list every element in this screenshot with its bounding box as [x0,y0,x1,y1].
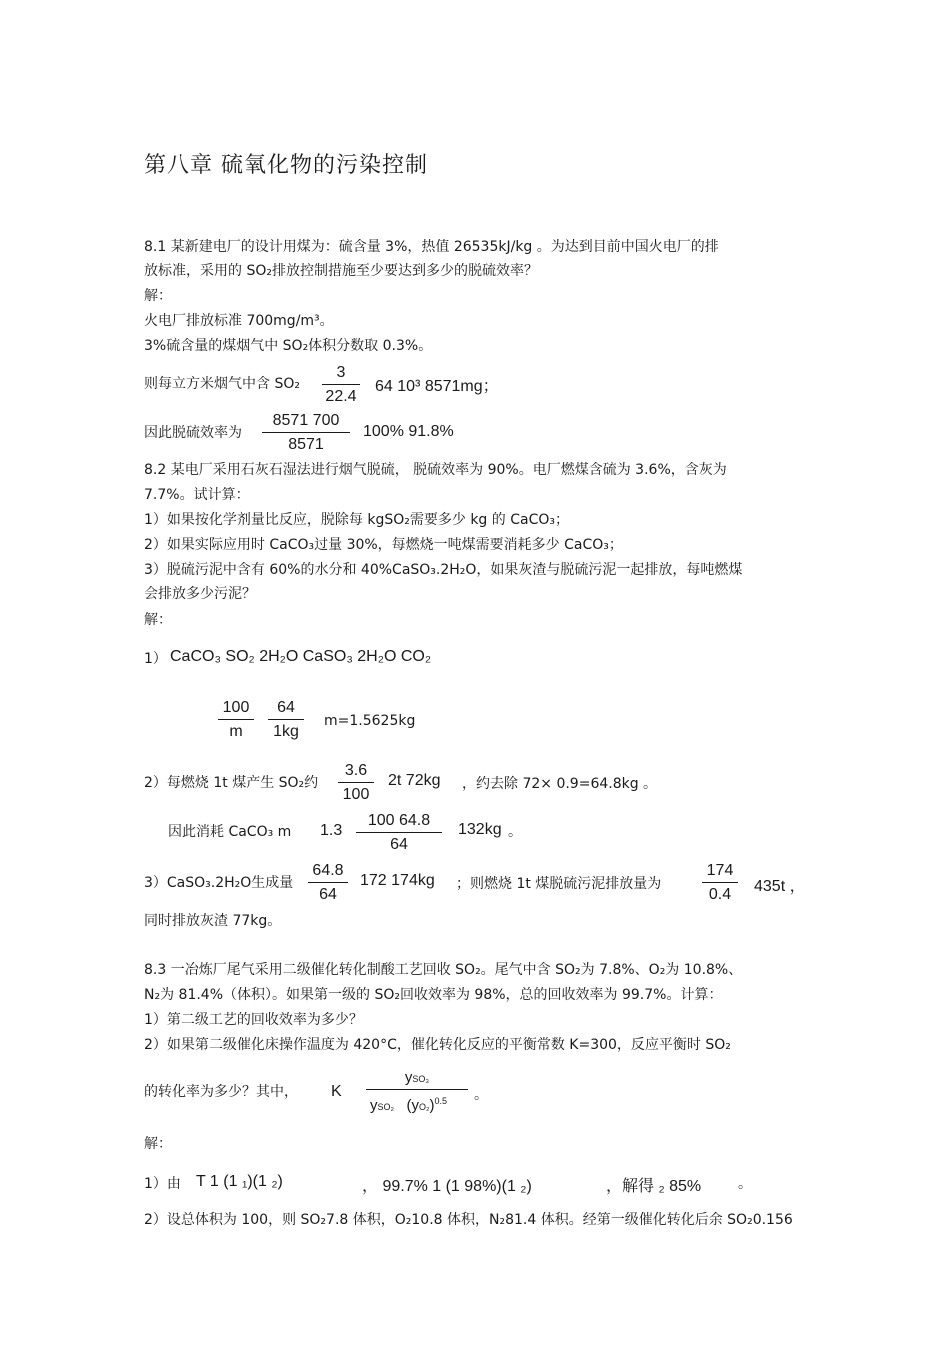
fraction-denominator: 8571 [288,436,324,453]
caco3-fraction [356,810,442,857]
sludge-result: 435t ， [754,878,806,895]
so2-mass: 2t 72kg [388,772,441,789]
fraction-3-over-22-4 [322,362,360,409]
problem-8-3-line-2: N₂为 81.4%（体积）。如果第一级的 SO₂回收效率为 98%，总的回收效率为 99.7%。计算： [144,987,723,1003]
problem-8-3-q2-cont: 的转化率为多少？其中， [144,1084,298,1100]
solution-label: 解： [144,612,172,628]
fraction-numerator: 3.6 [344,762,368,779]
fraction-numerator: 100 64.8 [367,812,431,829]
sludge-text: ；则燃烧 1t 煤脱硫污泥排放量为 [456,876,662,892]
problem-8-2-q3: 3）脱硫污泥中含有 60%的水分和 40%CaSO₃.2H₂O，如果灰渣与脱硫污泥一起排放，每吨燃煤 [144,562,743,578]
period: 。 [474,1087,488,1103]
equilibrium-constant-symbol: K [331,1083,342,1100]
problem-8-3-q1: 1）第二级工艺的回收效率为多少？ [144,1012,363,1028]
period: 。 [508,824,522,840]
fraction-numerator: 64 [277,699,295,716]
caso3-result: 172 174kg [360,872,435,889]
solution-8-1-step-2: 3%硫含量的煤烟气中 SO₂体积分数取 0.3%。 [144,338,433,354]
solution-8-2-1-label: 1） [144,651,167,667]
excess-factor: 1.3 [320,822,343,839]
caco3-result: 132kg [458,821,502,838]
caco3-consumption-text: 因此消耗 CaCO₃ m [168,824,292,840]
solution-8-1-step-3-text: 则每立方米烟气中含 SO₂ [144,376,300,392]
fraction-174-over-0-4 [702,860,738,907]
solution-8-3-1-label: 1）由 [144,1176,181,1192]
period: 。 [738,1176,752,1192]
solution-8-3-2: 2）设总体积为 100，则 SO₂7.8 体积，O₂10.8 体积，N₂81.4 体积。经第一级催化转化后余 SO₂0.156 [144,1212,793,1228]
reaction-equation: CaCO₃ SO₂ 2H₂O CaSO₃ 2H₂O CO₂ [170,648,432,665]
fraction-denominator: ySO₂ $(yO_2)^{0.5}$ [370,1096,448,1114]
fraction-numerator: 174 [706,862,734,879]
problem-8-2-line-1: 8.2 某电厂采用石灰石湿法进行烟气脱硫， 脱硫效率为 90%。电厂燃煤含硫为 3.6%，含灰为 [144,462,727,478]
solution-label: 解： [144,1136,172,1152]
fraction-numerator: 100 [222,699,250,716]
equilibrium-fraction [366,1068,468,1118]
so2-removed: ，约去除 72× 0.9=64.8kg 。 [462,776,658,792]
total-efficiency-formula: T 1 (1 ₁)(1 ₂) [196,1173,283,1190]
fraction-denominator: 64 [319,886,337,903]
solution-8-1-step-3-result: 64 10³ 8571mg； [375,378,499,395]
efficiency-fraction [262,410,350,457]
fraction-numerator: 64.8 [312,862,344,879]
problem-8-2-q1: 1）如果按化学剂量比反应，脱除每 kgSO₂需要多少 kg 的 CaCO₃； [144,512,569,528]
fraction-denominator: 22.4 [325,388,357,405]
fraction-64-over-1kg [268,697,304,744]
fraction-numerator: ySO₃ [404,1069,430,1086]
fraction-64-8-over-64 [308,860,348,907]
solution-8-1-step-4-text: 因此脱硫效率为 [144,425,242,441]
problem-8-2-q2: 2）如果实际应用时 CaCO₃过量 30%，每燃烧一吨煤需要消耗多少 CaCO₃； [144,537,623,553]
ash-result: 同时排放灰渣 77kg。 [144,913,282,929]
solution-8-2-3-text: 3）CaSO₃.2H₂O生成量 [144,875,294,891]
fraction-denominator: 64 [390,836,408,853]
fraction-denominator: 0.4 [708,886,732,903]
problem-8-2-q3-cont: 会排放多少污泥？ [144,586,256,602]
chapter-title: 第八章 硫氧化物的污染控制 [144,153,428,178]
fraction-numerator: 8571 700 [272,412,340,429]
problem-8-2-line-2: 7.7%。试计算： [144,487,250,503]
solution-8-1-step-1: 火电厂排放标准 700mg/m³。 [144,313,334,329]
fraction-3-6-over-100 [338,760,374,807]
second-stage-result: ，解得 ₂ 85% [606,1178,702,1195]
solution-8-2-2-text: 2）每燃烧 1t 煤产生 SO₂约 [144,775,319,791]
fraction-100-over-m [218,697,254,744]
fraction-numerator: 3 [336,364,346,381]
fraction-denominator: 1kg [273,723,299,740]
problem-8-3-q2: 2）如果第二级催化床操作温度为 420°C，催化转化反应的平衡常数 K=300，反应平衡时 SO₂ [144,1037,731,1053]
problem-8-3-line-1: 8.3 一冶炼厂尾气采用二级催化转化制酸工艺回收 SO₂。尾气中含 SO₂为 7.8%、O₂为 10.8%、 [144,962,743,978]
fraction-denominator: m [229,723,243,740]
solution-8-1-step-4-result: 100% 91.8% [363,423,454,440]
problem-8-1-line-2: 放标准，采用的 SO₂排放控制措施至少要达到多少的脱硫效率？ [144,263,538,279]
fraction-denominator: 100 [342,786,370,803]
solution-label: 解： [144,288,172,304]
mass-result: m=1.5625kg [324,713,416,729]
substituted-formula: ， 99.7% 1 (1 98%)(1 ₂) [362,1178,532,1195]
problem-8-1-line-1: 8.1 某新建电厂的设计用煤为：硫含量 3%，热值 26535kJ/kg 。为达到目前中国火电厂的排 [144,239,719,255]
